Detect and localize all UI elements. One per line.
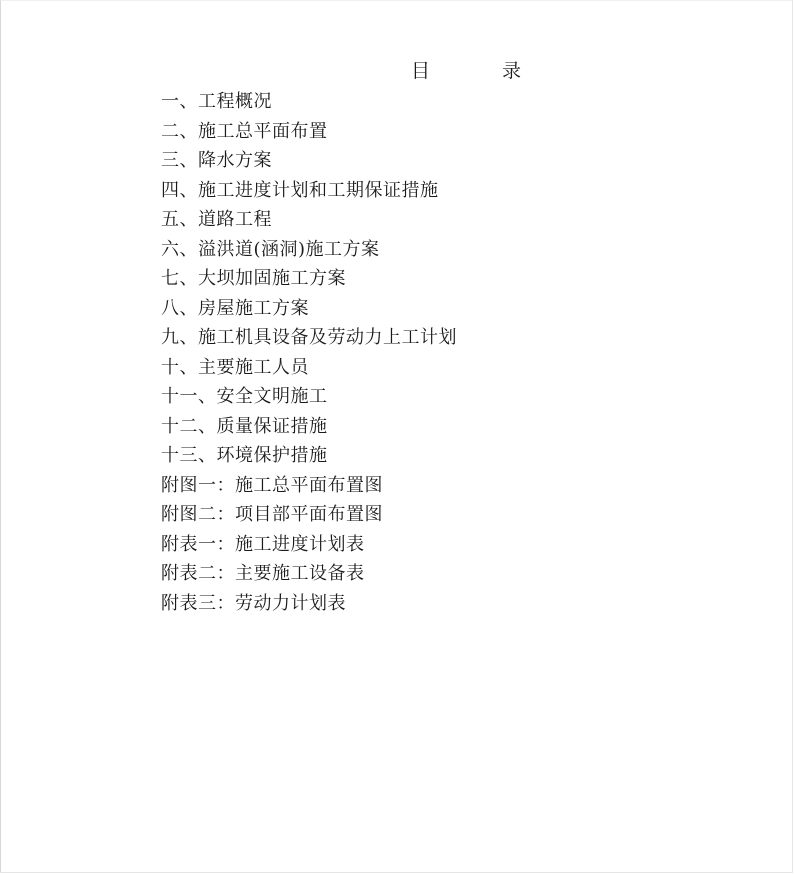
toc-item-5: 五、道路工程	[161, 209, 272, 230]
toc-title-char-2: 录	[501, 60, 521, 82]
toc-item-4: 四、施工进度计划和工期保证措施	[161, 179, 439, 201]
toc-title	[411, 59, 521, 83]
toc-item-3: 三、降水方案	[161, 150, 272, 171]
toc-item-9: 九、施工机具设备及劳动力上工计划	[161, 327, 457, 348]
toc-appendix-table-1: 附表一：施工进度计划表	[161, 533, 365, 555]
toc-item-13: 十三、环境保护措施	[161, 445, 328, 466]
toc-appendix-table-3: 附表三：劳动力计划表	[161, 592, 346, 614]
toc-item-8: 八、房屋施工方案	[161, 297, 309, 319]
toc-title-char-1: 目	[411, 60, 431, 82]
toc-item-7: 七、大坝加固施工方案	[161, 268, 346, 289]
toc-item-11: 十一、安全文明施工	[161, 386, 328, 407]
toc-appendix-figure-1: 附图一：施工总平面布置图	[161, 474, 383, 496]
toc-item-2: 二、施工总平面布置	[161, 120, 328, 142]
toc-item-10: 十、主要施工人员	[161, 356, 309, 378]
toc-item-1: 一、工程概况	[161, 91, 272, 112]
toc-item-12: 十二、质量保证措施	[161, 415, 328, 437]
toc-appendix-table-2: 附表二：主要施工设备表	[161, 563, 365, 584]
toc-list	[161, 87, 457, 618]
toc-item-6: 六、溢洪道(涵洞)施工方案	[161, 238, 380, 260]
toc-appendix-figure-2: 附图二：项目部平面布置图	[161, 504, 383, 525]
